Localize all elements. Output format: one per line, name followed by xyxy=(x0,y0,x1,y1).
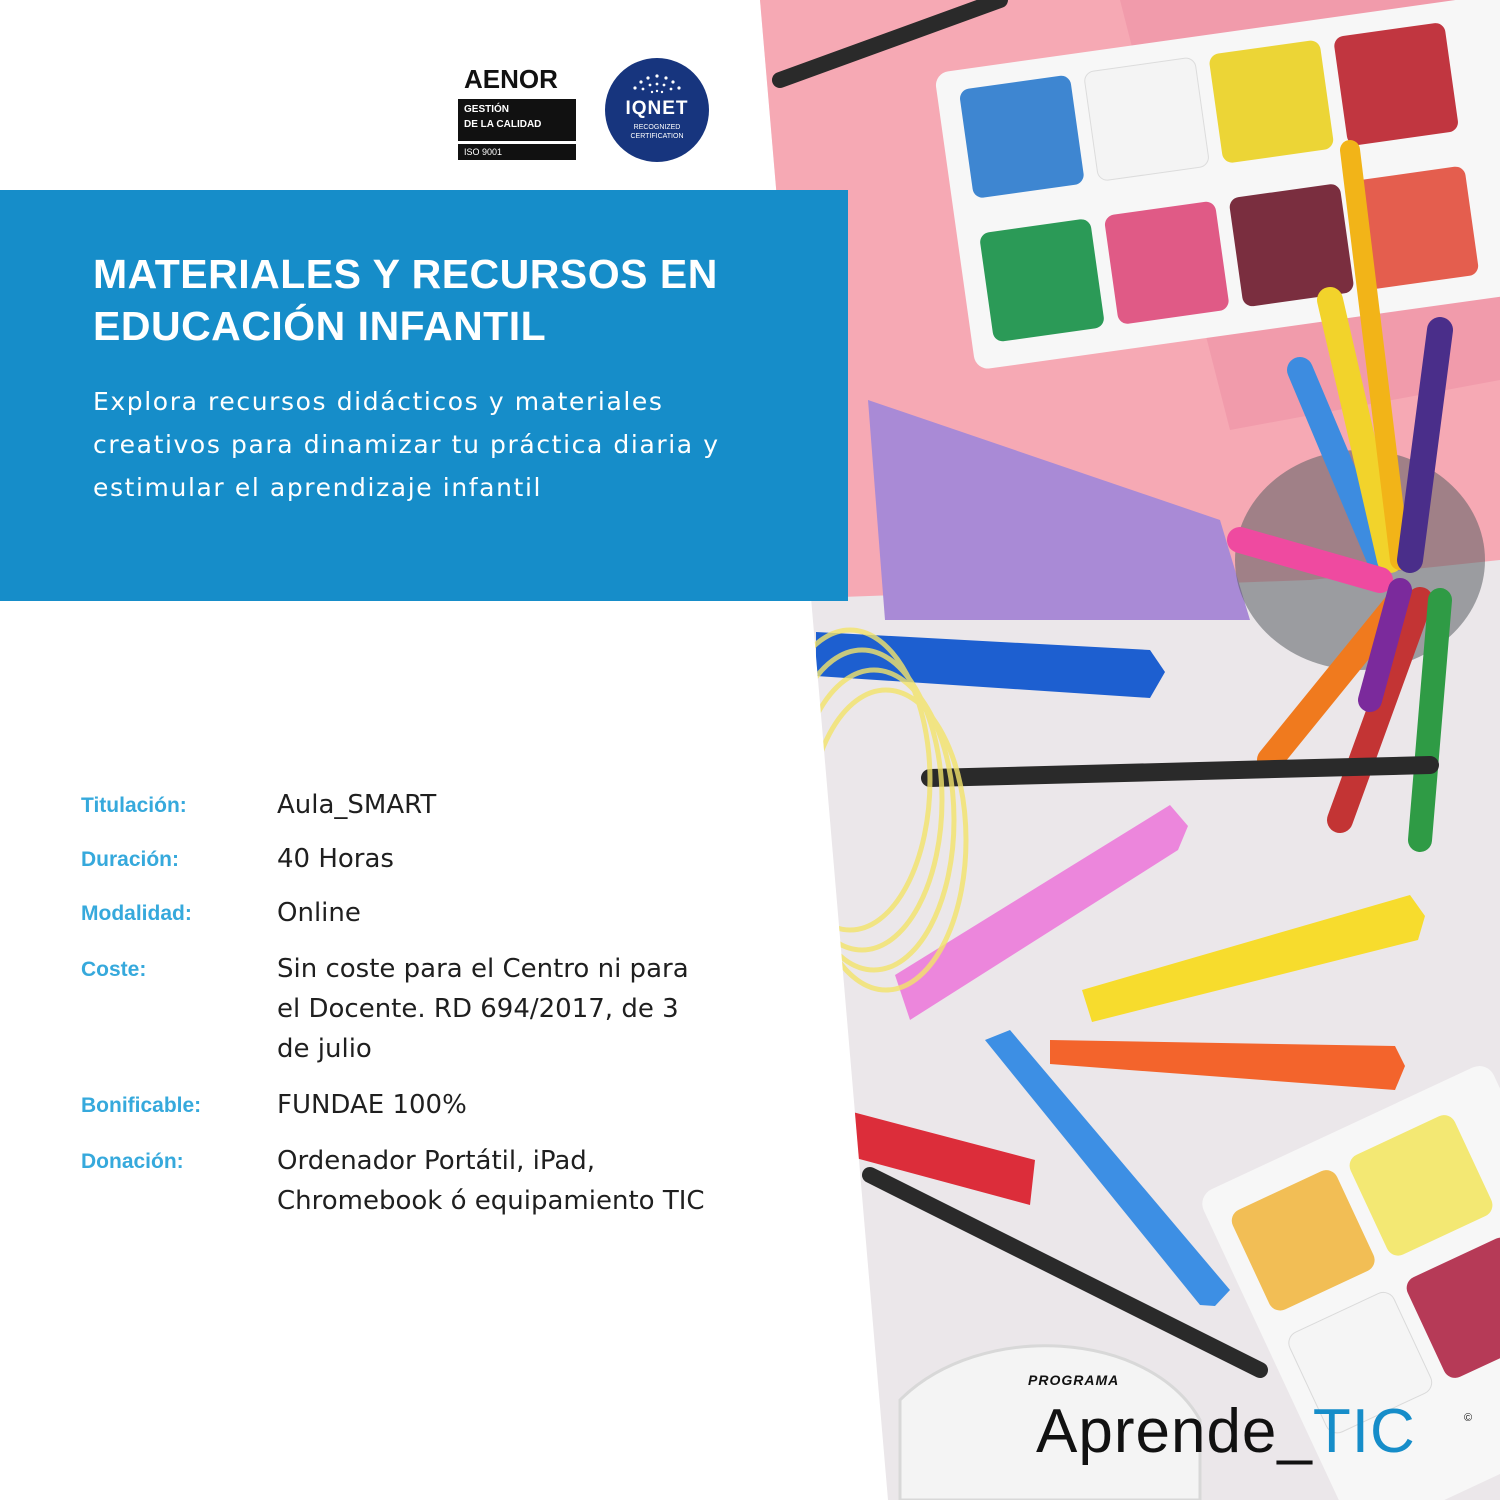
detail-value: Ordenador Portátil, iPad, Chromebook ó equipamiento TIC xyxy=(277,1146,705,1216)
iqnet-name: IQNET xyxy=(625,98,689,119)
aenor-line2: DE LA CALIDAD xyxy=(464,119,542,130)
detail-value: 40 Horas xyxy=(277,844,394,874)
detail-row-donacion xyxy=(81,1141,761,1271)
course-details xyxy=(81,785,761,1271)
iqnet-sub2: CERTIFICATION xyxy=(630,133,684,140)
programa-label: PROGRAMA xyxy=(1028,1372,1120,1388)
detail-row-modalidad xyxy=(81,893,761,949)
detail-label: Duración: xyxy=(81,848,180,871)
aprende-tic-logo xyxy=(1036,1396,1416,1467)
course-title: MATERIALES Y RECURSOS EN EDUCACIÓN INFANTIL xyxy=(93,251,718,349)
detail-value: Sin coste para el Centro ni para el Docente. RD 694/2017, de 3 de julio xyxy=(277,954,689,1064)
detail-row-duracion xyxy=(81,839,761,893)
detail-label: Donación: xyxy=(81,1150,184,1173)
detail-value: Online xyxy=(277,898,361,928)
hero-panel xyxy=(0,190,848,601)
detail-row-bonificable xyxy=(81,1085,761,1141)
aenor-name: AENOR xyxy=(464,64,558,94)
aenor-standard: ISO 9001 xyxy=(458,144,576,160)
iqnet-logo xyxy=(605,58,709,162)
detail-label: Modalidad: xyxy=(81,902,192,925)
copyright-mark: © xyxy=(1464,1412,1473,1424)
detail-value: Aula_SMART xyxy=(277,790,437,820)
detail-value: FUNDAE 100% xyxy=(277,1090,467,1120)
aenor-line1: GESTIÓN xyxy=(464,104,510,115)
detail-label: Coste: xyxy=(81,958,147,981)
detail-label: Titulación: xyxy=(81,794,187,817)
detail-row-titulacion xyxy=(81,785,761,839)
aenor-logo xyxy=(458,64,576,158)
aenor-box xyxy=(458,99,576,141)
tic-word: TIC xyxy=(1312,1397,1416,1466)
detail-row-coste xyxy=(81,949,761,1085)
iqnet-sub1: RECOGNIZED xyxy=(633,124,681,131)
aprende-word: Aprende_ xyxy=(1036,1397,1313,1466)
course-description: Explora recursos didácticos y materiales creativos para dinamizar tu práctica diaria y estimular el aprendizaje infantil xyxy=(93,387,720,502)
detail-label: Bonificable: xyxy=(81,1094,202,1117)
